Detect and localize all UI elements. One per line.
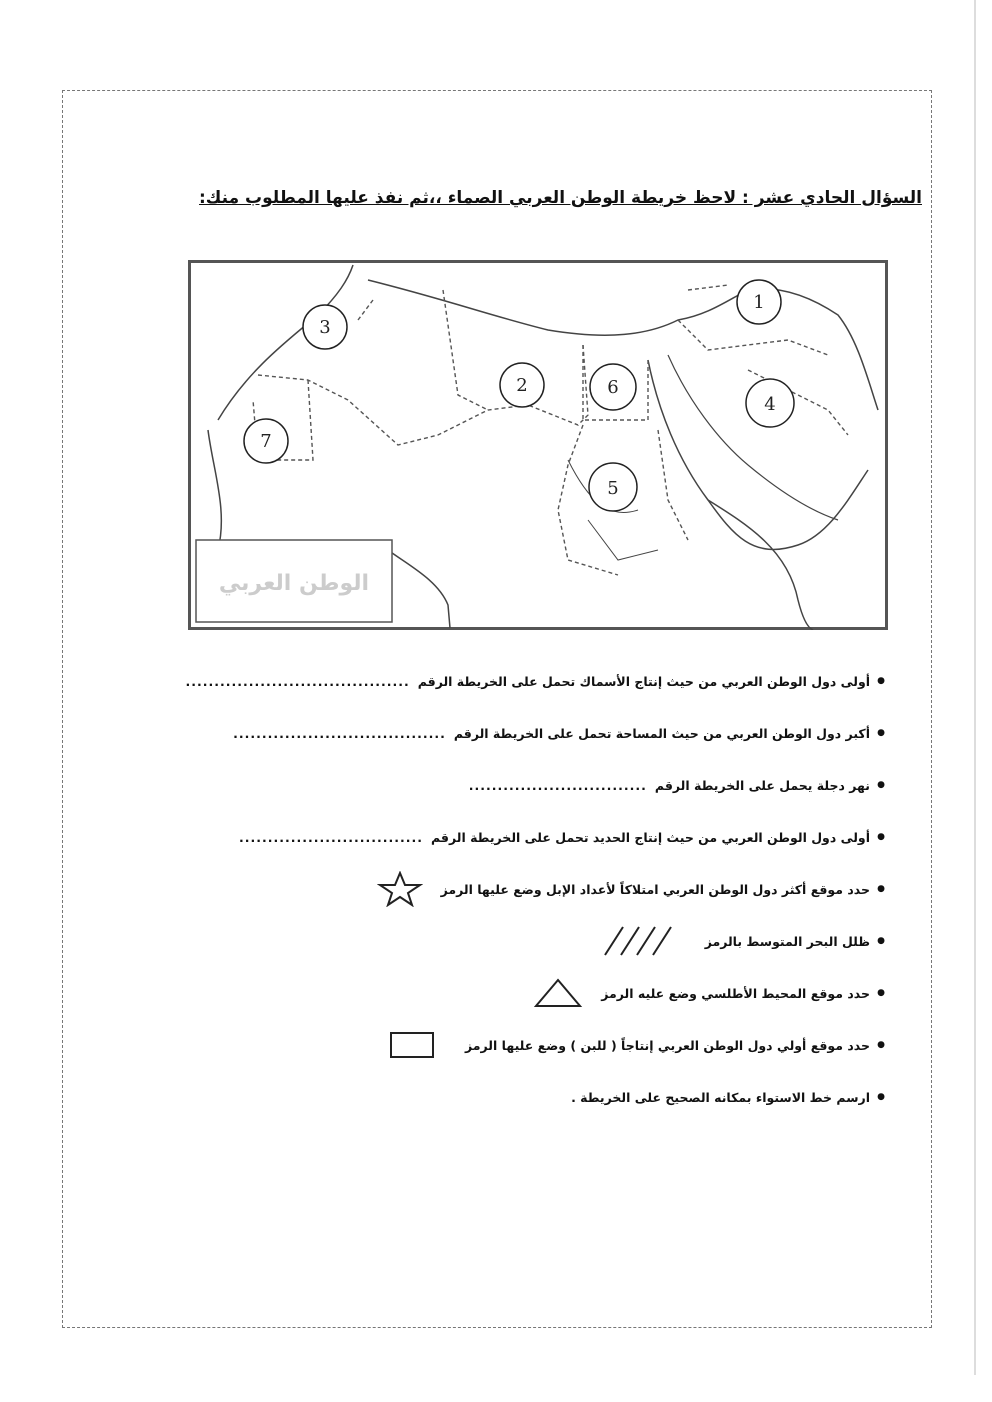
bullet: ● [877, 936, 885, 946]
list-item [172, 811, 892, 863]
list-item [172, 1071, 892, 1123]
item-text: حدد موقع أكثر دول الوطن العربي امتلاكاً لأعداد الإبل وضع عليها الرمز [440, 881, 870, 897]
list-item [172, 915, 892, 967]
map-label: الوطن العربي [218, 571, 370, 596]
list-item [172, 967, 892, 1019]
map-number-4: 4 [764, 394, 776, 415]
map-number-1: 1 [753, 292, 765, 313]
map-number-7: 7 [260, 431, 272, 452]
hatch-icon [601, 925, 687, 957]
bullet: ● [877, 728, 885, 738]
list-item [172, 759, 892, 811]
star-icon [377, 871, 423, 907]
item-text: أكبر دول الوطن العربي من حيث المساحة تحمل على الخريطة الرقم [453, 725, 870, 741]
answer-blank[interactable]: ............................... [468, 777, 647, 793]
bullet: ● [877, 780, 885, 790]
answer-blank[interactable]: ....................................... [185, 673, 410, 689]
bullet: ● [877, 832, 885, 842]
triangle-icon [533, 977, 583, 1009]
item-text: نهر دجلة يحمل على الخريطة الرقم [654, 777, 870, 793]
answer-blank[interactable]: ................................ [239, 829, 423, 845]
list-item [172, 863, 892, 915]
question-items [172, 655, 892, 1123]
item-text: ظلل البحر المتوسط بالرمز [704, 933, 870, 949]
item-text: حدد موقع أولي دول الوطن العربي إنتاجاً ( للبن ) وضع عليها الرمز [465, 1037, 870, 1053]
item-text: أولى دول الوطن العربي من حيث إنتاج الحديد تحمل على الخريطة الرقم [430, 829, 870, 845]
question-title: السؤال الحادي عشر : لاحظ خريطة الوطن العربي الصماء ،،ثم نفذ عليها المطلوب منك: [199, 188, 922, 208]
item-text: حدد موقع المحيط الأطلسي وضع عليه الرمز [601, 985, 870, 1001]
item-text: أولى دول الوطن العربي من حيث إنتاج الأسماك تحمل على الخريطة الرقم [417, 673, 870, 689]
list-item [172, 1019, 892, 1071]
bullet: ● [877, 1092, 885, 1102]
scan-edge [974, 0, 976, 1375]
bullet: ● [877, 988, 885, 998]
map-number-2: 2 [516, 375, 528, 396]
item-text: ارسم خط الاستواء بمكانه الصحيح على الخريطة . [571, 1089, 870, 1105]
map-number-6: 6 [607, 377, 619, 398]
square-icon [389, 1031, 435, 1059]
blank-map-arab-world[interactable] [188, 260, 888, 630]
list-item [172, 655, 892, 707]
bullet: ● [877, 1040, 885, 1050]
bullet: ● [877, 676, 885, 686]
bullet: ● [877, 884, 885, 894]
map-number-5: 5 [607, 478, 619, 499]
answer-blank[interactable]: ..................................... [233, 725, 446, 741]
list-item [172, 707, 892, 759]
map-number-3: 3 [319, 317, 331, 338]
